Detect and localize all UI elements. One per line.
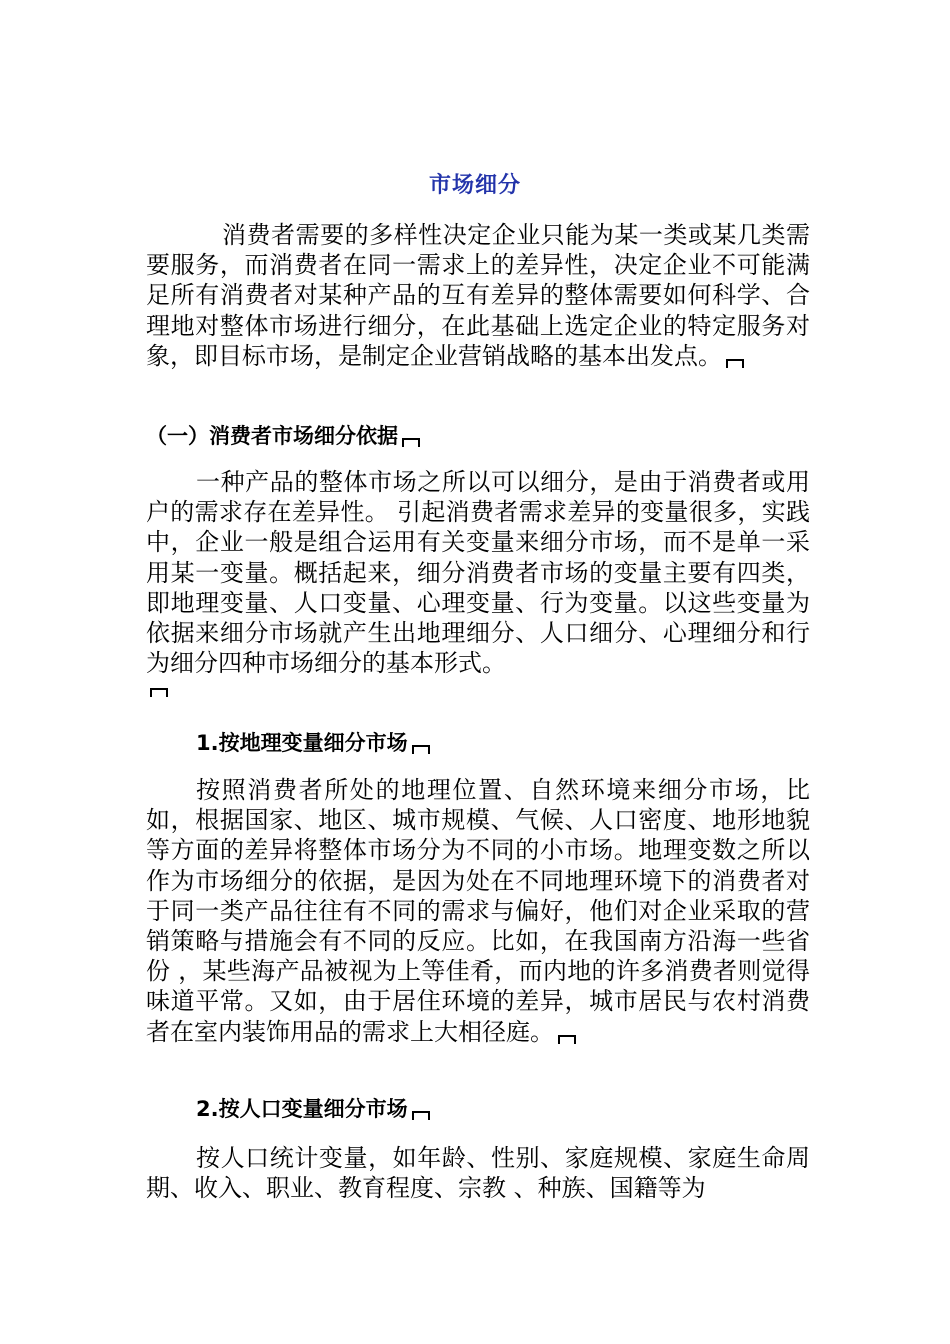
subsection1-paragraph-text: 按照消费者所处的地理位置、自然环境来细分市场，比如，根据国家、地区、城市规模、气候、人口密度、地形地貌等方面的差异将整体市场分为不同的小市场。地理变数之所以作为市场细分的依据，是因为处在不同地理环境下的消费者对于同一类产品往往有不同的需求与偏好，他们对企业采取的营销策略与措施会有不同的反应。比如，在我国南方沿海一些省份 ，某些海产品被视为上等佳肴，而内地的许多消费者则觉得味道平常。又如，由于居住环境的差异，城市居民与农村消费者在室内装饰用品的需求上大相径庭。 xyxy=(146,776,810,1046)
paragraph-mark-icon xyxy=(558,1035,576,1044)
subsection2-paragraph-text: 按人口统计变量，如年龄、性别、家庭规模、家庭生命周期、收入、职业、教育程度、宗教 、种族、国籍等为 xyxy=(146,1144,810,1203)
intro-paragraph-text: 消费者需要的多样性决定企业只能为某一类或某几类需要服务，而消费者在同一需求上的差异性，决定企业不可能满足所有消费者对某种产品的互有差异的整体需要如何科学、合理地对整体市场进行细分，在此基础上选定企业的特定服务对象，即目标市场，是制定企业营销战略的基本出发点。 xyxy=(146,221,810,370)
subsection1-heading-text: 1.按地理变量细分市场 xyxy=(196,731,408,755)
section1-paragraph-text: 一种产品的整体市场之所以可以细分，是由于消费者或用户的需求存在差异性。 引起消费者需求差异的变量很多，实践中，企业一般是组合运用有关变量来细分市场，而不是单一采用某一变量。概括起来，细分消费者市场的变量主要有四类，即地理变量、人口变量、心理变量、行为变量。以这些变量为依据来细分市场就产生出地理细分、人口细分、心理细分和行为细分四种市场细分的基本形式。 xyxy=(146,468,810,678)
subsection2-heading-text: 2.按人口变量细分市场 xyxy=(196,1097,408,1121)
section1-heading-text: （一）消费者市场细分依据 xyxy=(146,424,398,448)
subsection2-heading xyxy=(196,1093,430,1123)
paragraph-mark-icon xyxy=(402,438,420,447)
subsection1-paragraph xyxy=(146,775,810,1047)
section1-paragraph xyxy=(146,467,810,678)
paragraph-mark-icon xyxy=(412,745,430,754)
section1-heading xyxy=(146,420,420,450)
paragraph-mark-icon xyxy=(412,1111,430,1120)
paragraph-mark-icon xyxy=(150,688,168,697)
paragraph-mark-icon xyxy=(726,359,744,368)
subsection1-heading xyxy=(196,727,430,757)
subsection2-paragraph xyxy=(146,1143,810,1203)
intro-paragraph xyxy=(146,220,810,371)
document-title: 市场细分 xyxy=(428,173,521,198)
